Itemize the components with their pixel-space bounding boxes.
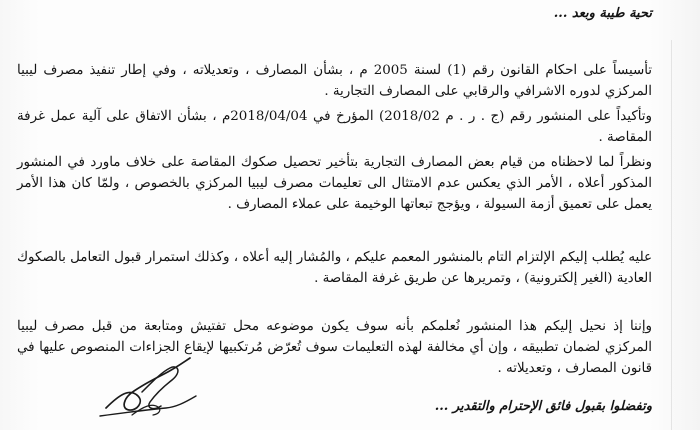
paragraph-warning: وإننا إذ نحيل إليكم هذا المنشور نُعلمكم بأنه سوف يكون موضوعه محل تفتيش ومتابعة من قبل مصرف ليبيا المركزي لضمان تطبيقه ، وإن أي مخالفة لهذه التعليمات سوف تُعرّض مُرتكبيها لإيقاع الجزاءات المنصوص عليها في قانون المصارف ، وتعديلاته .	[17, 319, 652, 376]
signature-icon	[92, 352, 204, 426]
closing-line: وتفضلوا بقبول فائق الإحترام والتقدير ...	[434, 399, 652, 414]
paragraph-request: عليه يُطلب إليكم الإلتزام التام بالمنشور المعمم عليكم ، والمُشار إليه أعلاه ، وكذلك استمرار قبول التعامل بالصكوك العادية (الغير إلكترونية) ، وتمريرها عن طريق غرفة المقاصة .	[17, 250, 652, 286]
page-edge-shadow	[671, 40, 672, 430]
paragraph-legal-basis: تأسيساً على احكام القانون رقم (1) لسنة 2005 م ، بشأن المصارف ، وتعديلاته ، وفي إطار تنفيذ مصرف ليبيا المركزي لدوره الاشرافي والرقابي على المصارف التجارية .	[17, 63, 653, 99]
paragraph-observation: ونظراً لما لاحظناه من قيام بعض المصارف التجارية بتأخير تحصيل صكوك المقاصة على خلاف ماورد في المنشور المذكور أعلاه ، الأمر الذي يعكس عدم الامتثال الى تعليمات مصرف ليبيا المركزي بالخصوص ، ولمّا كان هذا الأمر يعمل على تعميق أزمة السيولة ، ويؤجج تبعاتها الوخيمة على عملاء المصارف .	[17, 155, 652, 212]
paragraph-circular-reference: وتأكيداً على المنشور رقم (ج . ر . م 2018/02) المؤرخ في 2018/04/04م ، بشأن الاتفاق على آلية عمل غرفة المقاصة .	[17, 109, 652, 145]
greeting: تحية طيبة وبعد ...	[553, 6, 652, 21]
